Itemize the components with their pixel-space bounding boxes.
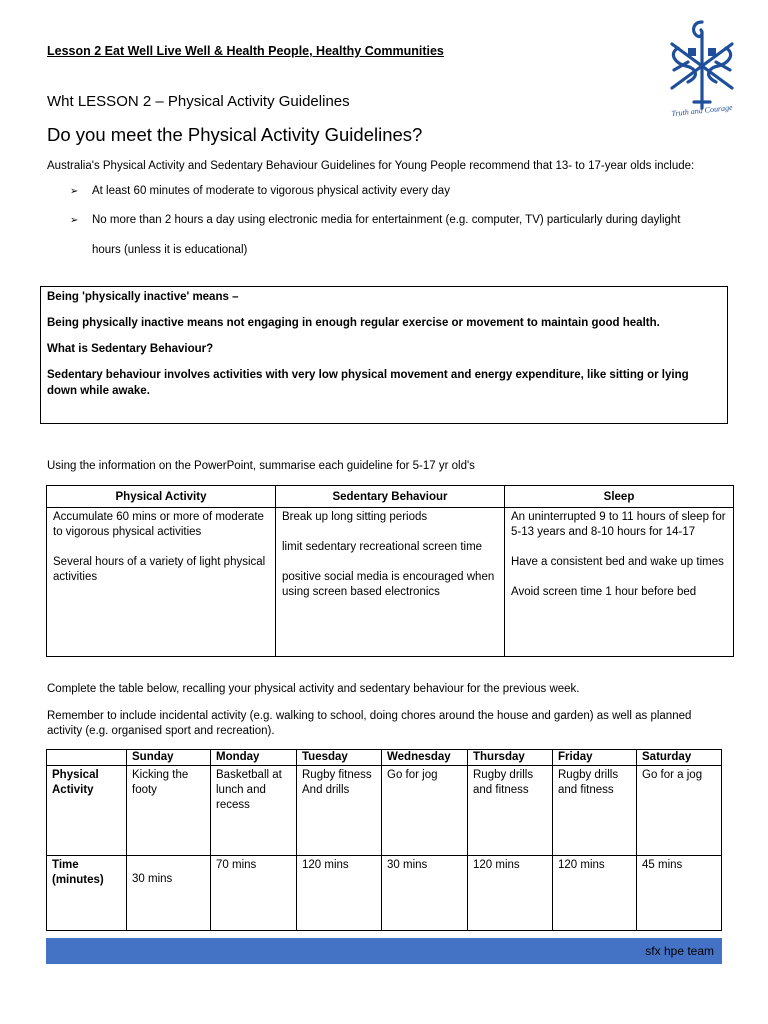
activity-cell[interactable]: Rugby fitness And drills xyxy=(297,766,382,856)
guideline-note: Have a consistent bed and wake up times xyxy=(511,556,724,568)
corner-cell xyxy=(47,750,127,766)
weekly-activity-table xyxy=(46,749,722,931)
bullet-item xyxy=(70,185,450,197)
arrow-bullet-icon: ➢ xyxy=(70,186,79,197)
day-header: Friday xyxy=(553,750,637,766)
week-instructions: Complete the table below, recalling your physical activity and sedentary behaviour for the previous week. xyxy=(47,683,580,695)
day-header: Monday xyxy=(211,750,297,766)
guidelines-table xyxy=(46,485,734,657)
guideline-note: limit sedentary recreational screen time xyxy=(282,541,483,553)
activity-cell[interactable]: Go for jog xyxy=(382,766,468,856)
guideline-note: Several hours of a variety of light physical activities xyxy=(53,556,266,583)
bullet-text: No more than 2 hours a day using electronic media for entertainment (e.g. computer, TV) particularly during daylight xyxy=(92,214,681,226)
time-row-label: Time (minutes) xyxy=(47,856,127,931)
activity-cell[interactable]: Kicking the footy xyxy=(127,766,211,856)
activity-cell[interactable]: Rugby drills and fitness xyxy=(468,766,553,856)
header-sleep: Sleep xyxy=(505,486,734,508)
footer-text: sfx hpe team xyxy=(645,944,714,958)
bullet-text: At least 60 minutes of moderate to vigorous physical activity every day xyxy=(92,185,450,197)
guideline-note: Break up long sitting periods xyxy=(282,511,428,523)
time-cell[interactable]: 120 mins xyxy=(553,856,637,931)
guideline-note: An uninterrupted 9 to 11 hours of sleep for 5-13 years and 8-10 hours for 14-17 xyxy=(511,511,726,538)
summary-instructions: Using the information on the PowerPoint, summarise each guideline for 5-17 yr old's xyxy=(47,460,475,472)
physical-activity-cell[interactable] xyxy=(47,508,276,657)
guideline-note: positive social media is encouraged when using screen based electronics xyxy=(282,571,495,598)
time-cell[interactable]: 120 mins xyxy=(297,856,382,931)
activity-cell[interactable]: Rugby drills and fitness xyxy=(553,766,637,856)
remember-note: Remember to include incidental activity (e.g. walking to school, doing chores around the house and garden) as well as planned activity (e.g. organised sport and recreation). xyxy=(47,710,692,737)
time-cell[interactable]: 120 mins xyxy=(468,856,553,931)
footer-bar xyxy=(46,938,722,964)
header-sedentary-behaviour: Sedentary Behaviour xyxy=(276,486,505,508)
bullet-item xyxy=(70,214,681,226)
arrow-bullet-icon: ➢ xyxy=(70,215,79,226)
guideline-note: Avoid screen time 1 hour before bed xyxy=(511,586,697,598)
time-cell[interactable]: 30 mins xyxy=(382,856,468,931)
sedentary-text: Sedentary behaviour involves activities with very low physical movement and energy expenditure, like sitting or lying down while awake. xyxy=(47,369,689,397)
day-header: Wednesday xyxy=(382,750,468,766)
inactive-heading: Being 'physically inactive' means – xyxy=(47,291,239,303)
definitions-box xyxy=(40,286,728,424)
time-cell[interactable]: 70 mins xyxy=(211,856,297,931)
logo-motto: Truth and Courage xyxy=(671,102,733,119)
sedentary-heading: What is Sedentary Behaviour? xyxy=(47,343,214,355)
bullet-text-continued: hours (unless it is educational) xyxy=(92,244,248,256)
day-header: Sunday xyxy=(127,750,211,766)
inactive-text: Being physically inactive means not engaging in enough regular exercise or movement to maintain good health. xyxy=(47,317,660,329)
header-physical-activity: Physical Activity xyxy=(47,486,276,508)
lesson-header: Lesson 2 Eat Well Live Well & Health People, Healthy Communities xyxy=(47,44,444,58)
sedentary-behaviour-cell[interactable] xyxy=(276,508,505,657)
guideline-note: Accumulate 60 mins or more of moderate to vigorous physical activities xyxy=(53,511,264,538)
page-title: Do you meet the Physical Activity Guidelines? xyxy=(47,124,423,145)
sleep-cell[interactable] xyxy=(505,508,734,657)
activity-cell[interactable]: Basketball at lunch and recess xyxy=(211,766,297,856)
intro-text: Australia's Physical Activity and Sedentary Behaviour Guidelines for Young People recommend that 13- to 17-year olds include: xyxy=(47,160,695,172)
activity-cell[interactable]: Go for a jog xyxy=(637,766,722,856)
day-header: Thursday xyxy=(468,750,553,766)
activity-row-label: Physical Activity xyxy=(47,766,127,856)
day-header: Saturday xyxy=(637,750,722,766)
page-subtitle: Wht LESSON 2 – Physical Activity Guidelines xyxy=(47,93,350,110)
day-header: Tuesday xyxy=(297,750,382,766)
time-cell[interactable]: 30 mins xyxy=(127,856,211,931)
time-cell[interactable]: 45 mins xyxy=(637,856,722,931)
